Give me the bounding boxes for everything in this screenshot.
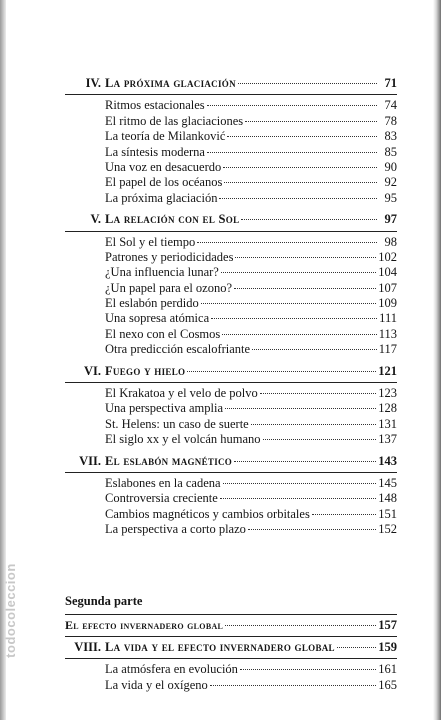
section-row — [65, 145, 397, 160]
dot-leader — [234, 461, 376, 462]
dot-leader — [248, 529, 376, 530]
section-title: Cambios magnéticos y cambios orbitales — [105, 506, 310, 521]
section-row — [65, 386, 397, 401]
section-title: La vida y el oxígeno — [105, 677, 208, 692]
dot-leader — [223, 483, 377, 484]
section-row — [65, 662, 397, 677]
page-number: 128 — [378, 401, 397, 416]
page-number: 148 — [378, 491, 397, 506]
dot-leader — [227, 136, 377, 137]
section-row — [65, 114, 397, 129]
dot-leader — [197, 242, 377, 243]
chapter-numeral: VII. — [79, 453, 101, 468]
page-number: 109 — [378, 296, 397, 311]
table-of-contents — [65, 76, 397, 699]
part-rule-top — [65, 614, 397, 615]
section-row — [65, 678, 397, 693]
dot-leader — [223, 167, 377, 168]
part-title: El efecto invernadero global — [65, 617, 224, 632]
chapter-rule — [65, 382, 397, 383]
section-title: La síntesis moderna — [105, 144, 205, 159]
watermark — [2, 515, 18, 705]
page-number: 102 — [378, 249, 397, 264]
chapter-numeral: VIII. — [74, 639, 101, 654]
dot-leader — [210, 685, 377, 686]
chapter-title: Fuego y hielo — [105, 363, 186, 378]
dot-leader — [240, 669, 376, 670]
dot-leader — [211, 318, 377, 319]
page-number: 92 — [384, 175, 397, 190]
dot-leader — [220, 498, 376, 499]
page-number: 83 — [384, 129, 397, 144]
dot-leader — [238, 83, 377, 84]
section-title: La perspectiva a corto plazo — [105, 522, 246, 537]
section-row — [65, 296, 397, 311]
dot-leader — [222, 334, 376, 335]
section-row — [65, 129, 397, 144]
dot-leader — [260, 393, 377, 394]
section-title: El eslabón perdido — [105, 296, 199, 311]
section-row — [65, 265, 397, 280]
chapter-title: La relación con el Sol — [105, 212, 240, 227]
page-number: 159 — [378, 639, 397, 654]
section-title: El nexo con el Cosmos — [105, 326, 221, 341]
chapter-heading-row — [65, 76, 397, 91]
page-number: 121 — [378, 363, 397, 378]
section-row — [65, 327, 397, 342]
page-number: 123 — [378, 386, 397, 401]
page-number: 111 — [379, 311, 397, 326]
section-title: La teoría de Milanković — [105, 129, 226, 144]
part-rule-bottom — [65, 636, 397, 637]
dot-leader — [207, 105, 377, 106]
section-title: Eslabones en la cadena — [105, 475, 221, 490]
page-right-edge — [433, 0, 441, 720]
chapter-heading-row — [65, 364, 397, 379]
chapter-vi — [65, 364, 397, 448]
chapter-rule — [65, 231, 397, 232]
dot-leader — [312, 514, 376, 515]
section-row — [65, 160, 397, 175]
section-row — [65, 281, 397, 296]
section-title: Una voz en desacuerdo — [105, 159, 222, 174]
dot-leader — [337, 647, 376, 648]
page-number: 71 — [384, 76, 397, 90]
dot-leader — [263, 439, 377, 440]
section-row — [65, 417, 397, 432]
section-title: Patrones y periodicidades — [105, 249, 234, 264]
dot-leader — [225, 408, 376, 409]
section-title: Una sopresa atómica — [105, 311, 210, 326]
dot-leader — [235, 257, 376, 258]
section-row — [65, 235, 397, 250]
dot-leader — [245, 121, 377, 122]
page-number: 161 — [378, 662, 397, 677]
chapter-numeral: VI. — [83, 363, 101, 378]
watermark-text: todocoleccion — [2, 562, 18, 658]
page-number: 151 — [378, 506, 397, 521]
chapter-viii — [65, 640, 397, 693]
page-number: 85 — [384, 144, 397, 159]
section-title: Controversia creciente — [105, 491, 218, 506]
page-number: 97 — [384, 212, 397, 227]
page-number: 152 — [378, 522, 397, 537]
page-number: 137 — [378, 432, 397, 447]
dot-leader — [201, 303, 377, 304]
chapter-numeral: IV. — [85, 76, 101, 90]
dot-leader — [241, 219, 377, 220]
chapter-rule — [65, 658, 397, 659]
chapter-heading-row — [65, 212, 397, 227]
chapter-v — [65, 212, 397, 358]
section-row — [65, 522, 397, 537]
dot-leader — [225, 625, 376, 626]
chapter-rule — [65, 472, 397, 473]
dot-leader — [252, 349, 377, 350]
page-number: 90 — [384, 159, 397, 174]
chapter-title: La vida y el efecto invernadero global — [105, 639, 335, 654]
section-row — [65, 175, 397, 190]
section-row — [65, 432, 397, 447]
chapter-heading-row — [65, 454, 397, 469]
page-number: 165 — [378, 677, 397, 692]
section-title: El Krakatoa y el velo de polvo — [105, 386, 258, 401]
dot-leader — [251, 424, 377, 425]
section-title: La próxima glaciación — [105, 190, 218, 205]
page-number: 95 — [384, 190, 397, 205]
chapter-title: El eslabón magnético — [105, 453, 233, 468]
section-title: El papel de los océanos — [105, 175, 223, 190]
page-number: 117 — [378, 342, 397, 357]
page-number: 145 — [378, 475, 397, 490]
page-number: 78 — [384, 113, 397, 128]
chapter-numeral: V. — [90, 212, 101, 227]
section-row — [65, 491, 397, 506]
dot-leader — [219, 198, 377, 199]
page-number: 107 — [378, 280, 397, 295]
chapter-vii — [65, 454, 397, 538]
section-title: El Sol y el tiempo — [105, 234, 196, 249]
dot-leader — [224, 182, 377, 183]
section-title: La atmósfera en evolución — [105, 662, 238, 677]
section-row — [65, 250, 397, 265]
chapter-title: La próxima glaciación — [105, 76, 236, 90]
page-number: 157 — [378, 617, 397, 632]
page-number: 98 — [384, 234, 397, 249]
section-title: ¿Un papel para el ozono? — [105, 280, 233, 295]
section-title: El siglo xx y el volcán humano — [105, 432, 261, 447]
section-row — [65, 342, 397, 357]
section-title: Una perspectiva amplia — [105, 401, 224, 416]
section-row — [65, 311, 397, 326]
section-title: ¿Una influencia lunar? — [105, 265, 219, 280]
section-title: Otra predicción escalofriante — [105, 342, 251, 357]
part-label: Segunda parte — [65, 593, 143, 608]
page-number: 113 — [378, 326, 397, 341]
dot-leader — [187, 371, 376, 372]
chapter-rule — [65, 94, 397, 95]
section-title: St. Helens: un caso de suerte — [105, 416, 249, 431]
dot-leader — [234, 288, 376, 289]
section-title: El ritmo de las glaciaciones — [105, 113, 244, 128]
page-number: 74 — [384, 98, 397, 113]
page-number: 104 — [378, 265, 397, 280]
dot-leader — [207, 152, 377, 153]
section-row — [65, 401, 397, 416]
chapter-iv — [65, 76, 397, 206]
section-row — [65, 476, 397, 491]
section-row — [65, 191, 397, 206]
part-heading-row — [65, 618, 397, 633]
dot-leader — [221, 272, 376, 273]
chapter-heading-row — [65, 640, 397, 655]
section-row — [65, 507, 397, 522]
page-number: 131 — [378, 416, 397, 431]
section-title: Ritmos estacionales — [105, 98, 205, 113]
page-number: 143 — [378, 453, 397, 468]
section-row — [65, 98, 397, 113]
